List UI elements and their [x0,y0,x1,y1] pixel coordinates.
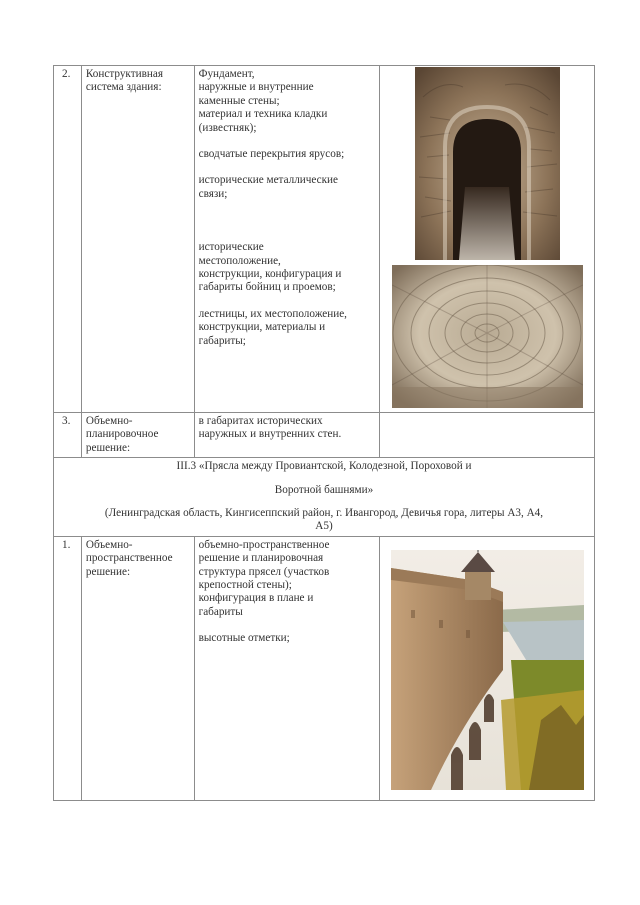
text-line: связи; [198,187,228,200]
photo-vault-ceiling [392,265,583,408]
section-title-line: Воротной башнями» [274,483,374,496]
section-heading [54,458,595,537]
photo-vaulted-passage [415,67,560,260]
text-line: объемно-пространственное [198,538,330,551]
section-address-line: (Ленинградская область, Кингисеппский район, г. Ивангород, Девичья гора, литеры А3, А4, [104,507,544,520]
row-name [81,536,194,800]
row-number: 1. [54,536,82,800]
text-line: габариты бойниц и проемов; [198,281,336,294]
monument-table [53,65,595,801]
row-photos [380,413,595,458]
section-title-line: III.3 «Прясла между Провиантской, Колодезной, Пороховой и [176,460,472,473]
text-line: Фундамент, [198,68,255,80]
row-number: 3. [54,413,82,458]
text-line: структура прясел (участков [198,565,330,578]
text-line: в габаритах исторических [198,415,323,427]
row-photos [380,536,595,800]
section-address-line: А5) [315,520,333,533]
text-line: габариты [198,605,243,618]
text-line: крепостной стены); [198,579,292,592]
text-line: каменные стены; [198,94,280,107]
table-row [54,66,595,413]
description-block [199,308,376,348]
description-block [199,68,376,135]
text-line: высотные отметки; [198,632,290,645]
text-line: исторические [198,241,264,254]
row-description [194,413,380,458]
text-line: исторические металлические [198,174,339,187]
description-block [199,632,376,645]
name-line: планировочное [85,428,159,441]
row-name [81,66,194,413]
text-line: наружных и внутренних стен. [198,428,342,441]
row-number: 2. [54,66,82,413]
description-block [199,241,376,295]
text-line: решение и планировочная [198,552,324,565]
text-line: наружные и внутренние [198,81,314,94]
name-line: решение: [85,565,131,578]
text-line: габариты; [198,334,246,347]
row-description [194,536,380,800]
name-line: Объемно- [85,415,133,427]
text-line: (известняк); [198,121,257,134]
name-line: система здания: [85,81,162,94]
table-row [54,413,595,458]
name-line: Объемно- [85,538,133,551]
text-line: местоположение, [198,254,281,267]
description-block [199,148,376,161]
text-line: конструкции, конфигурация и [198,268,342,281]
row-photos [380,66,595,413]
text-line: лестницы, их местоположение, [198,307,347,320]
row-description [194,66,380,413]
text-line: конфигурация в плане и [198,592,314,605]
text-line: материал и техника кладки [198,108,328,121]
section-heading-row [54,458,595,537]
text-line: сводчатые перекрытия ярусов; [198,148,345,161]
text-line: конструкции, материалы и [198,321,326,334]
name-line: решение: [85,441,131,454]
description-block [199,174,376,201]
name-line: пространственное [85,552,173,565]
row-name [81,413,194,458]
table-row [54,536,595,800]
name-line: Конструктивная [85,68,163,80]
description-block [199,539,376,619]
photo-fortress-wall-tower [391,550,584,790]
